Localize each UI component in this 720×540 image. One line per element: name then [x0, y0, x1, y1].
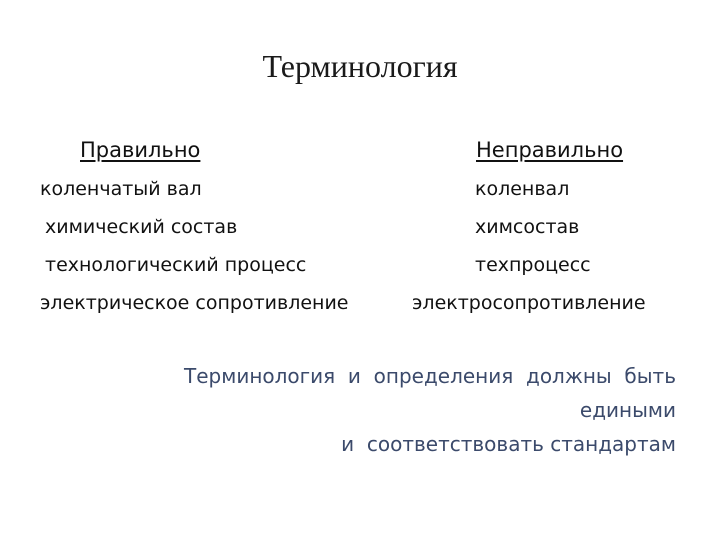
note-line: Терминология и определения должны быть — [184, 364, 676, 388]
incorrect-term: химсостав — [475, 216, 580, 238]
note-line: едиными — [579, 398, 676, 422]
correct-term: коленчатый вал — [40, 178, 202, 200]
correct-term: химический состав — [45, 216, 238, 238]
note-line: и соответствовать стандартам — [341, 432, 676, 456]
incorrect-column-header: Неправильно — [476, 138, 624, 162]
correct-column-header: Правильно — [80, 138, 201, 162]
correct-term: технологический процесс — [45, 254, 307, 276]
incorrect-term: электросопротивление — [412, 292, 646, 314]
slide-title: Терминология — [262, 48, 458, 84]
incorrect-term: коленвал — [475, 178, 570, 200]
incorrect-term: техпроцесс — [475, 254, 591, 276]
correct-term: электрическое сопротивление — [40, 292, 349, 314]
